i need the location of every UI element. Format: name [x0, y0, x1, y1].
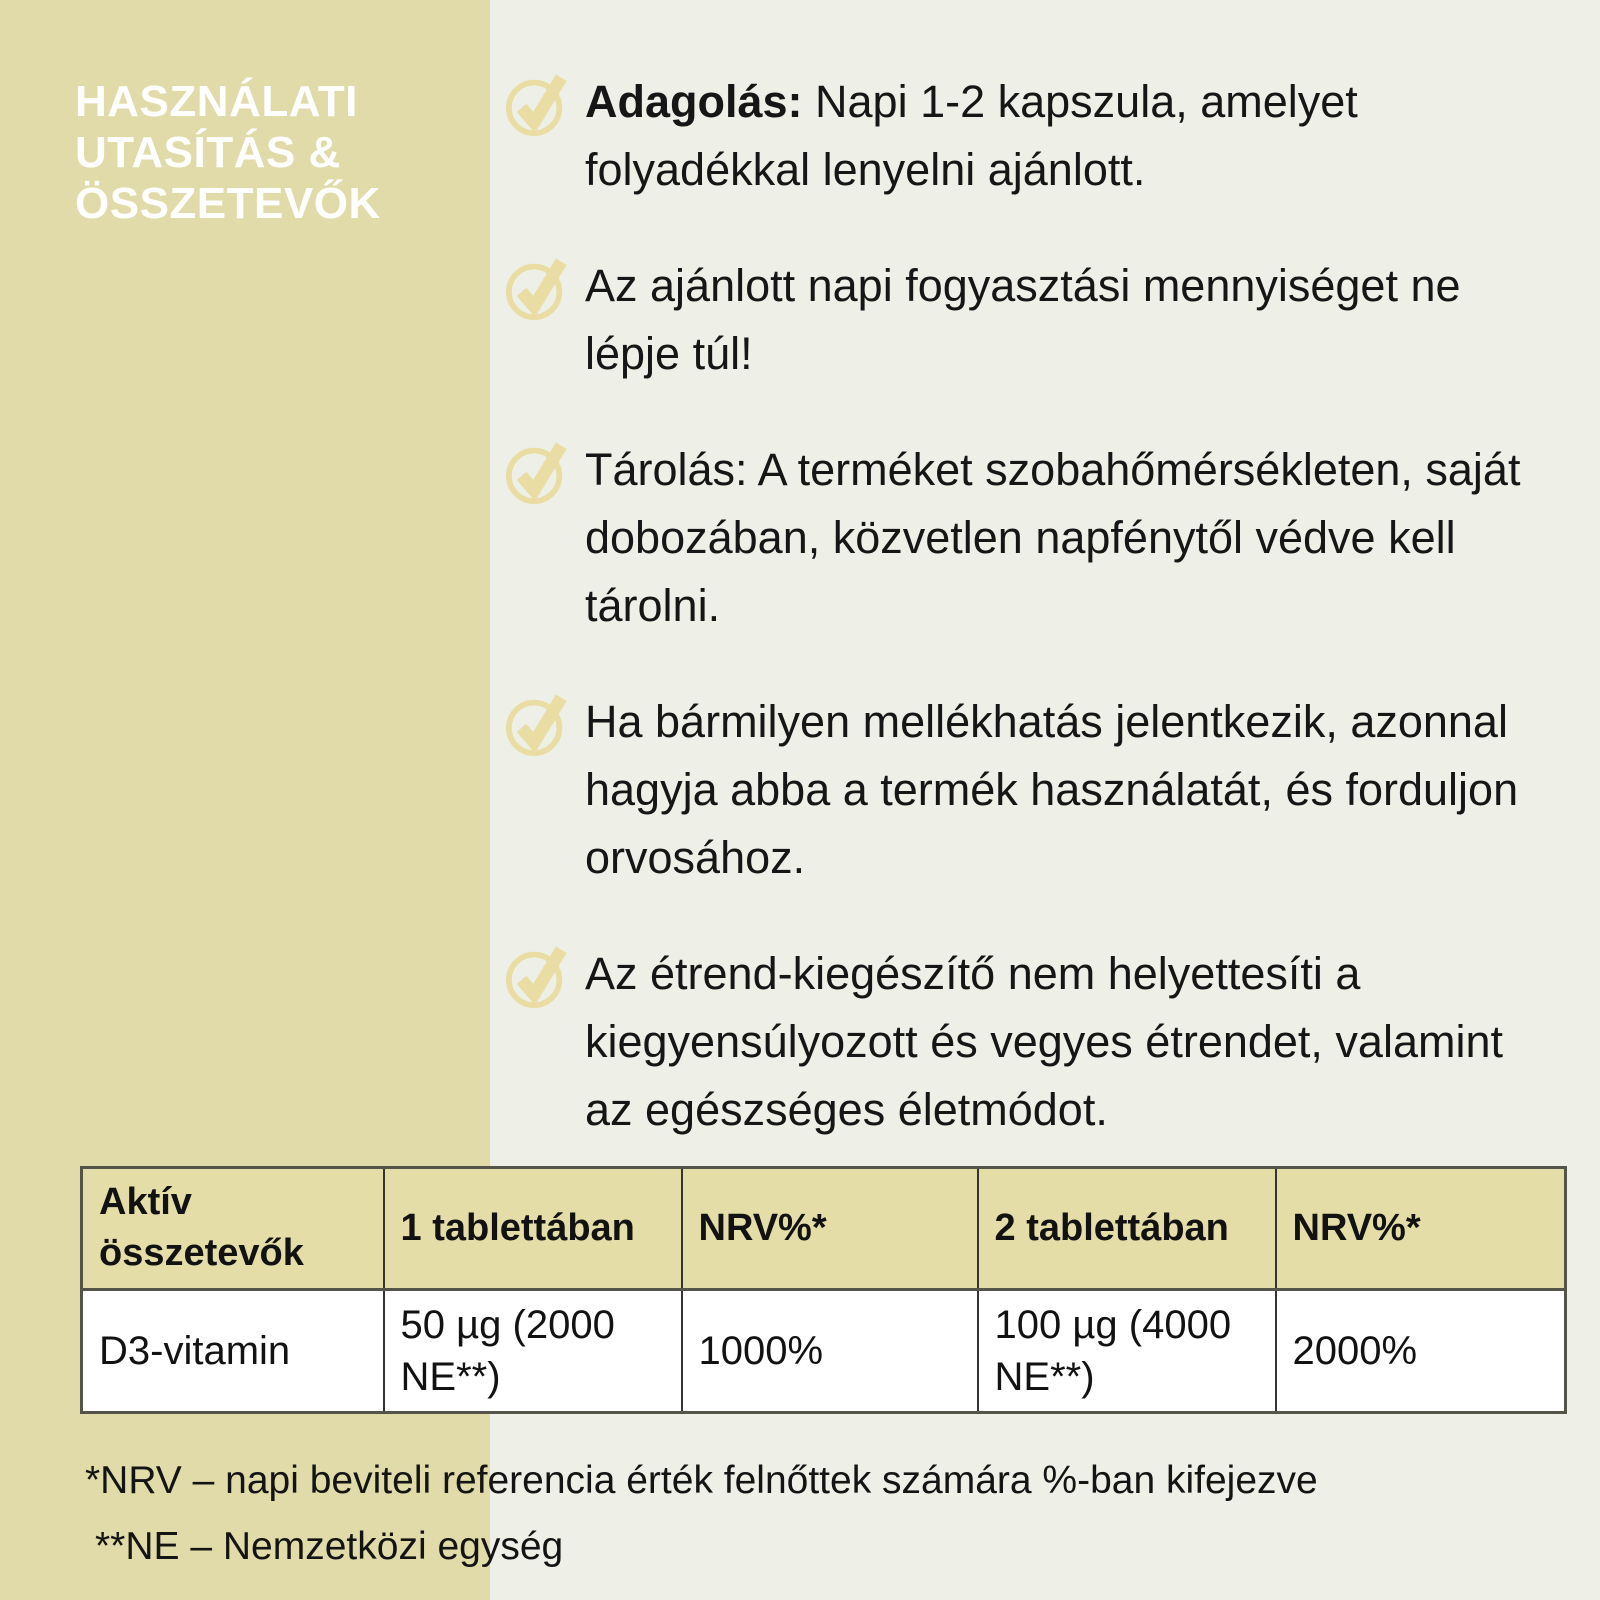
list-item-text: Az étrend-kiegészítő nem helyettesíti a kiegyensúlyozott és vegyes étrendet, valamint az egészséges életmódot.: [585, 948, 1503, 1135]
instructions-list: [503, 68, 1543, 1192]
list-item-text: Adagolás: Napi 1-2 kapszula, amelyet folyadékkal lenyelni ajánlott.: [585, 76, 1358, 195]
cell-nrv-2-tablets: 2000%: [1276, 1289, 1566, 1412]
cell-nrv-1-tablet: 1000%: [682, 1289, 978, 1412]
table-row: [82, 1289, 1566, 1412]
list-item: [503, 436, 1543, 640]
check-circle-icon: [503, 254, 571, 322]
list-item: [503, 68, 1543, 204]
check-circle-icon: [503, 70, 571, 138]
page-title: [75, 76, 381, 229]
table-header-per-1-tablet: 1 tablettában: [384, 1168, 682, 1290]
list-item-text: Az ajánlott napi fogyasztási mennyiséget ne lépje túl!: [585, 260, 1461, 379]
table-header-active-ingredients: Aktív összetevők: [82, 1168, 384, 1290]
check-circle-icon: [503, 690, 571, 758]
table-header-nrv-2: NRV%*: [1276, 1168, 1566, 1290]
table-header-nrv-1: NRV%*: [682, 1168, 978, 1290]
footnote-ne: **NE – Nemzetközi egység: [95, 1525, 564, 1568]
list-item: [503, 252, 1543, 388]
page-title-line: ÖSSZETEVŐK: [75, 179, 381, 229]
footnote-nrv: *NRV – napi beviteli referencia érték felnőttek számára %-ban kifejezve: [85, 1459, 1318, 1502]
cell-amount-1-tablet: 50 µg (2000 NE**): [384, 1289, 682, 1412]
list-item-text: Tárolás: A terméket szobahőmérsékleten, saját dobozában, közvetlen napfénytől védve kell tárolni.: [585, 444, 1521, 631]
list-item: [503, 688, 1543, 892]
page-title-line: HASZNÁLATI: [75, 77, 358, 126]
list-item-bold: Adagolás:: [585, 76, 803, 127]
ingredients-table: [80, 1166, 1567, 1414]
cell-ingredient-name: D3-vitamin: [82, 1289, 384, 1412]
check-circle-icon: [503, 942, 571, 1010]
table-header-row: [82, 1168, 1566, 1290]
list-item-text: Ha bármilyen mellékhatás jelentkezik, azonnal hagyja abba a termék használatát, és forduljon orvosához.: [585, 696, 1519, 883]
page-title-line: UTASÍTÁS &: [75, 128, 341, 178]
list-item: [503, 940, 1543, 1144]
table-header-per-2-tablets: 2 tablettában: [978, 1168, 1276, 1290]
check-circle-icon: [503, 438, 571, 506]
footnotes: [85, 1448, 1318, 1580]
cell-amount-2-tablets: 100 µg (4000 NE**): [978, 1289, 1276, 1412]
